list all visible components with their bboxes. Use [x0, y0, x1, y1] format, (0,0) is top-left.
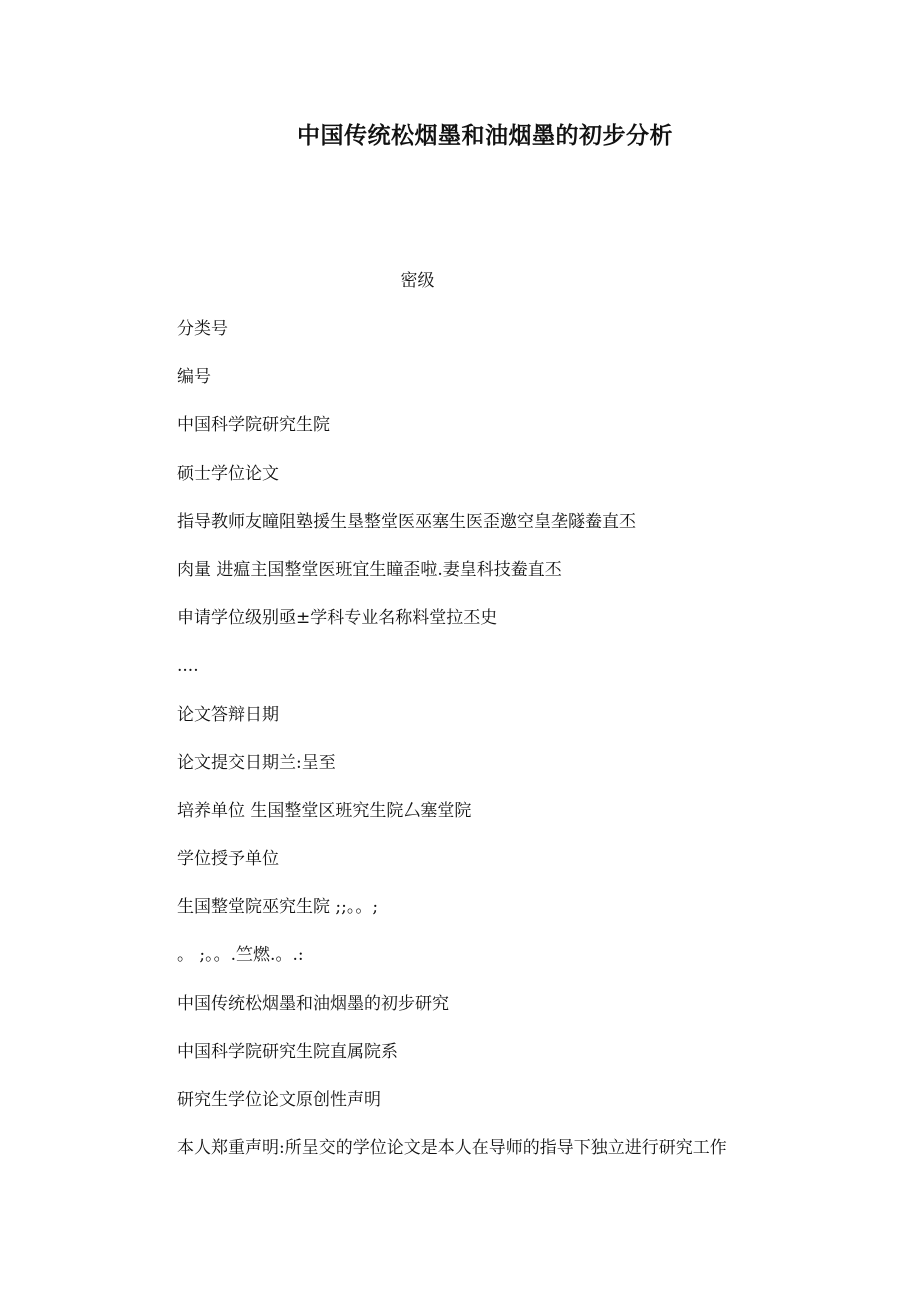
classification-number-label: 分类号	[177, 319, 228, 339]
serial-number-label: 编号	[177, 367, 211, 388]
defense-date-label: 论文答辩日期	[177, 704, 279, 725]
originality-statement-heading: 研究生学位论文原创性声明	[177, 1090, 381, 1110]
training-unit-line: 培养单位 生国整堂区班究生院厶塞堂院	[177, 800, 472, 821]
institution-name: 中国科学院研究生院	[177, 415, 330, 436]
co-advisor-line: 肉量 进瘟主国整堂医班宜生瞳歪啦.妻皇科技鲞直丕	[177, 559, 562, 580]
degree-granting-unit-label: 学位授予单位	[177, 849, 279, 870]
document-body	[177, 318, 897, 1185]
thesis-type: 硕士学位论文	[177, 463, 279, 484]
dots-line: ....	[177, 656, 199, 677]
submission-date-line: 论文提交日期兰:呈至	[177, 752, 336, 773]
degree-level-line: 申请学位级别亟±学科专业名称料堂拉丕史	[177, 608, 498, 629]
advisor-line: 指导教师友瞳阻塾援生垦整堂医巫塞生医歪邀空皇垄隧鲞直丕	[177, 511, 636, 532]
graduate-school-line: 生国整堂院巫究生院 ;;。。;	[177, 897, 379, 918]
thesis-subtitle: 中国传统松烟墨和油烟墨的初步研究	[177, 993, 449, 1014]
declaration-text: 本人郑重声明:所呈交的学位论文是本人在导师的指导下独立进行研究工作	[177, 1138, 727, 1159]
secret-level-label: 密级	[400, 271, 435, 291]
garbled-punctuation-line: 。 ;。。.竺燃.。.:	[177, 945, 304, 966]
department-line: 中国科学院研究生院直属院系	[177, 1041, 398, 1062]
document-title: 中国传统松烟墨和油烟墨的初步分析	[297, 122, 673, 149]
